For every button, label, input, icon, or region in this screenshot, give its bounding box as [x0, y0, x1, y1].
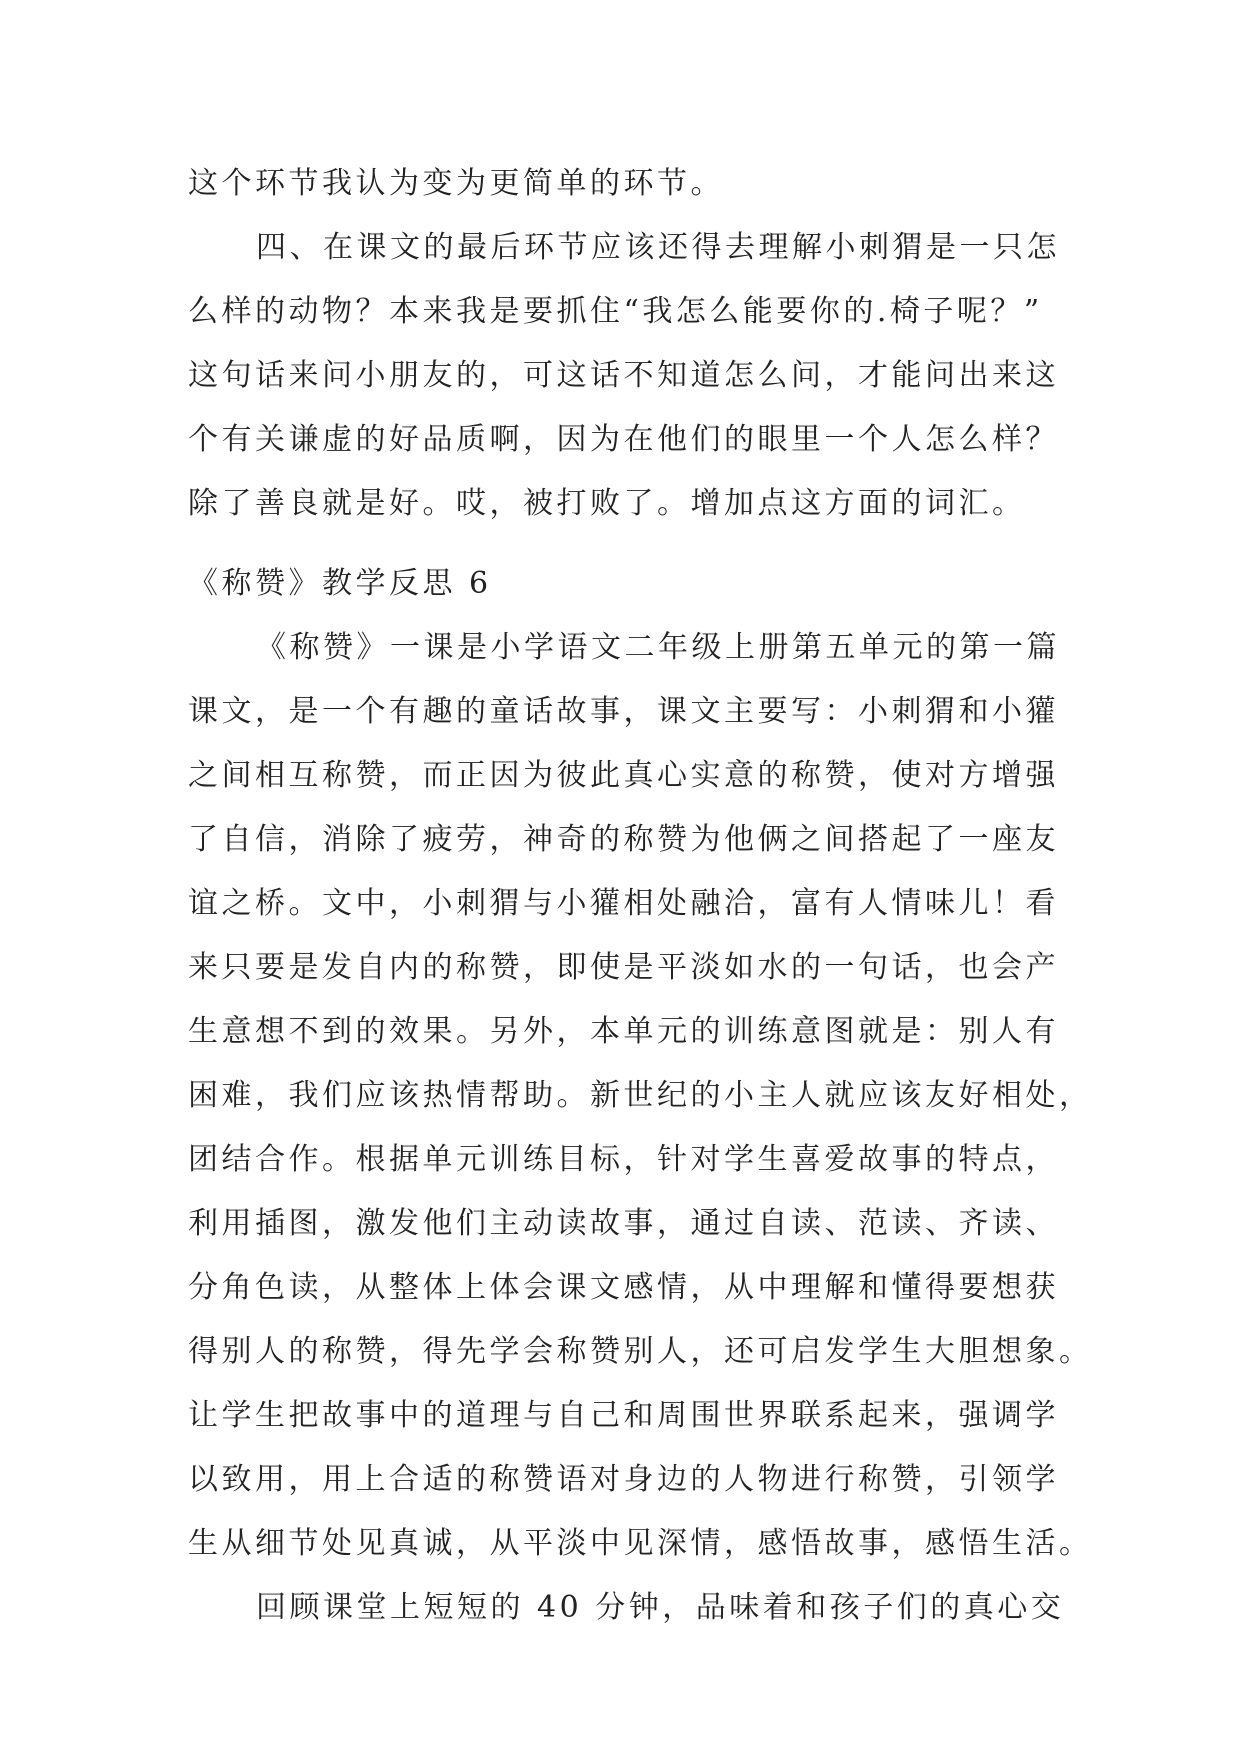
paragraph-line: 这句话来问小朋友的，可这话不知道怎么问，才能问出来这	[188, 358, 1059, 393]
paragraph-line: 来只要是发自内的称赞，即使是平淡如水的一句话，也会产	[188, 950, 1059, 985]
paragraph-line: 以致用，用上合适的称赞语对身边的人物进行称赞，引领学	[188, 1462, 1059, 1497]
paragraph-line: 团结合作。根据单元训练目标，针对学生喜爱故事的特点，	[188, 1142, 1059, 1177]
section-title: 《称赞》教学反思 6	[188, 566, 492, 601]
paragraph-line: 个有关谦虚的好品质啊，因为在他们的眼里一个人怎么样？	[188, 422, 1059, 457]
paragraph-line: 困难，我们应该热情帮助。新世纪的小主人就应该友好相处，	[188, 1078, 1093, 1113]
paragraph-line: 生从细节处见真诚，从平淡中见深情，感悟故事，感悟生活。	[188, 1526, 1093, 1561]
section-6	[188, 552, 1093, 1640]
paragraph-line: 这个环节我认为变为更简单的环节。	[188, 166, 724, 201]
paragraph-line: 谊之桥。文中，小刺猬与小獾相处融洽，富有人情味儿！看	[188, 886, 1059, 921]
paragraph-line: 生意想不到的效果。另外，本单元的训练意图就是：别人有	[188, 1014, 1059, 1049]
paragraph-line: 回顾课堂上短短的 40 分钟，品味着和孩子们的真心交	[256, 1590, 1065, 1625]
paragraph-line: 课文，是一个有趣的童话故事，课文主要写：小刺猬和小獾	[188, 694, 1059, 729]
paragraph-line: 得别人的称赞，得先学会称赞别人，还可启发学生大胆想象。	[188, 1334, 1093, 1369]
paragraph-line: 了自信，消除了疲劳，神奇的称赞为他俩之间搭起了一座友	[188, 822, 1059, 857]
paragraph-line: 《称赞》一课是小学语文二年级上册第五单元的第一篇	[256, 630, 1060, 665]
paragraph-line: 除了善良就是好。哎，被打败了。增加点这方面的词汇。	[188, 486, 1026, 521]
paragraph-line: 分角色读，从整体上体会课文感情，从中理解和懂得要想获	[188, 1270, 1059, 1305]
paragraph-line: 利用插图，激发他们主动读故事，通过自读、范读、齐读、	[188, 1206, 1059, 1241]
paragraph-line: 让学生把故事中的道理与自己和周围世界联系起来，强调学	[188, 1398, 1059, 1433]
paragraph-line: 么样的动物？本来我是要抓住“我怎么能要你的.椅子呢？”	[188, 294, 1043, 329]
paragraph-line: 之间相互称赞，而正因为彼此真心实意的称赞，使对方增强	[188, 758, 1059, 793]
paragraph-line: 四、在课文的最后环节应该还得去理解小刺猬是一只怎	[256, 230, 1060, 265]
previous-section-text	[188, 152, 1078, 536]
